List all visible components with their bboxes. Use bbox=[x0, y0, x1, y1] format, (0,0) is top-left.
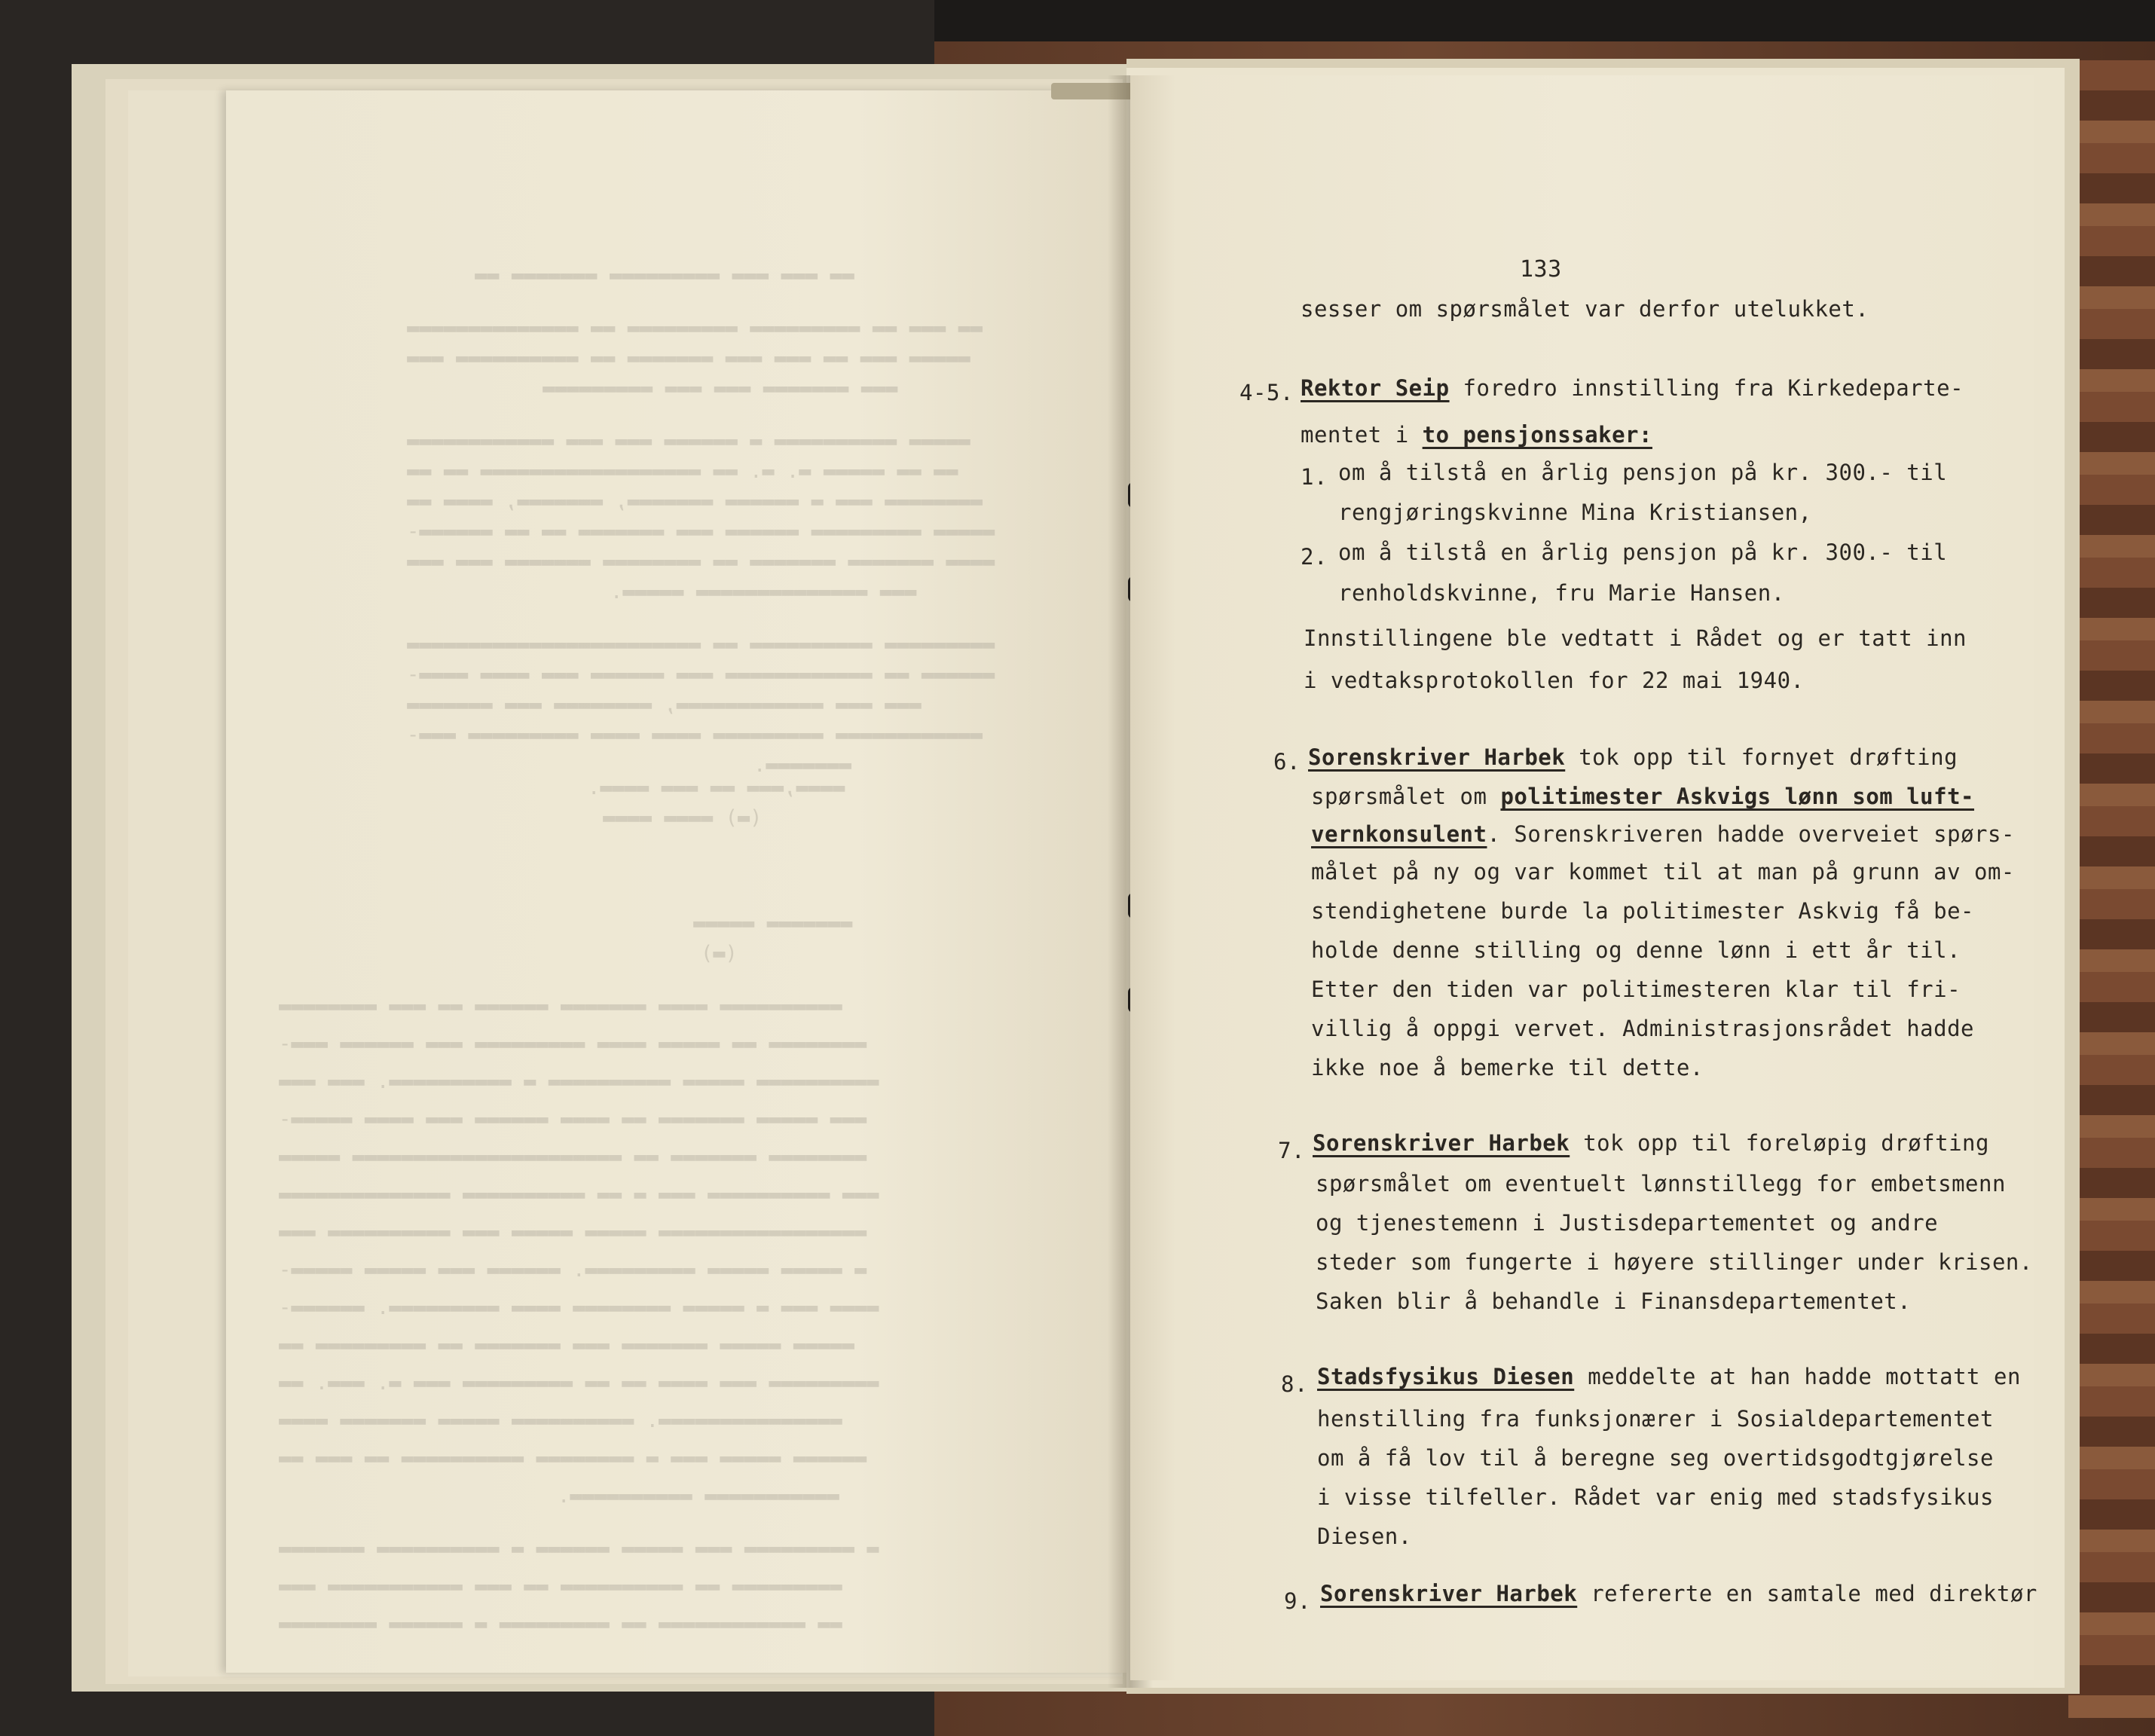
item-4-5-line2 bbox=[1301, 422, 1652, 448]
item-6-line8: villig å oppgi vervet. Administrasjonsrådet hadde bbox=[1311, 1016, 1975, 1041]
item-4-5-number: 4-5. bbox=[1240, 380, 1294, 405]
item-8-person: Stadsfysikus Diesen bbox=[1317, 1364, 1575, 1389]
item-6-line6: holde denne stilling og denne lønn i ett år til. bbox=[1311, 937, 1961, 963]
left-page bbox=[226, 90, 1126, 1673]
item-4-5-subject: to pensjonssaker: bbox=[1422, 422, 1652, 448]
page-number: 133 bbox=[1520, 256, 1562, 283]
item-4-5-text: foredro innstilling fra Kirkedeparte- bbox=[1449, 375, 1964, 401]
item-4-5-conclusion: Innstillingene ble vedtatt i Rådet og er tatt inn bbox=[1304, 625, 1967, 651]
item-4-5-conclusion: i vedtaksprotokollen for 22 mai 1940. bbox=[1304, 668, 1805, 693]
item-4-5-person: Rektor Seip bbox=[1301, 375, 1450, 401]
item-6-subject: vernkonsulent bbox=[1311, 821, 1487, 847]
bleed-through-text: ▬▬ ▬▬▬ ▬▬▬ ▬▬▬▬▬▬▬▬▬ ▬▬▬▬▬▬▬ ▬▬ ▬▬ ▬▬▬ ▬▬ ▬▬▬▬▬▬▬▬▬ ▬▬▬▬▬▬▬▬▬ ▬▬ ▬▬▬▬▬▬▬▬▬▬▬▬▬▬ ▬▬▬▬▬ ▬▬▬ ▬▬ ▬▬▬ ▬▬▬ ▬▬▬▬▬▬▬ ▬▬ ▬▬▬▬▬▬▬▬▬▬ ▬▬▬ ▬▬▬ ▬▬▬▬▬▬▬ ▬▬▬ ▬▬▬ ▬▬▬▬▬▬▬▬▬ ▬▬▬▬▬ ▬▬▬▬▬▬▬▬▬▬ ▬ ▬▬▬▬▬▬ ▬▬▬ ▬▬▬ ▬▬▬▬▬▬▬▬▬▬▬▬ ▬▬ ▬▬ ▬▬▬▬▬ ▬. ▬. ▬▬ ▬▬▬▬▬▬▬▬▬▬▬▬▬▬▬▬▬▬ ▬▬ ▬▬ ▬▬▬▬▬▬▬▬ ▬▬▬ ▬ ▬▬▬▬▬▬ ▬▬▬▬▬▬▬, ▬▬▬▬▬▬▬, ▬▬▬▬ ▬▬ ▬▬▬▬▬ ▬▬▬▬▬▬▬▬▬ ▬▬▬▬▬▬ ▬▬▬ ▬▬▬▬▬▬▬ ▬▬ ▬▬ ▬▬▬▬▬▬- ▬▬▬▬ ▬▬▬▬▬▬▬ ▬▬▬▬▬▬▬ ▬▬ ▬▬▬▬▬▬▬▬ ▬▬▬▬▬▬▬ ▬▬▬ ▬▬▬ ▬▬▬ ▬▬▬▬▬▬▬▬▬▬▬▬▬▬ ▬▬▬▬▬. ▬▬▬▬▬▬▬▬▬ ▬▬▬▬▬▬▬▬▬▬ ▬▬ ▬▬▬▬▬▬▬▬▬▬▬▬▬▬▬▬▬▬▬▬▬▬▬▬ ▬▬▬▬▬▬ ▬▬ ▬▬▬▬▬▬▬▬▬▬▬▬ ▬▬▬ ▬▬▬▬▬▬ ▬▬▬ ▬▬▬▬ ▬▬▬▬- ▬▬▬ ▬▬▬ ▬▬▬▬▬▬▬▬▬▬▬▬, ▬▬▬▬▬▬▬▬ ▬▬▬ ▬▬▬▬▬▬▬ ▬▬▬▬▬▬▬▬▬▬▬▬ ▬▬▬▬▬▬▬▬▬ ▬▬▬▬ ▬▬▬▬ ▬▬▬▬▬▬▬▬▬ ▬▬▬- ▬▬▬▬▬▬▬. ▬▬▬▬,▬▬▬ ▬▬ ▬▬▬ ▬▬▬▬. (▬) ▬▬▬▬ ▬▬▬▬ ▬▬▬▬▬▬▬ ▬▬▬▬▬ (▬) ▬▬▬▬▬▬▬▬▬▬ ▬▬▬▬ ▬▬▬▬▬▬▬ ▬▬▬▬▬▬ ▬▬ ▬▬▬ ▬▬▬▬▬▬▬▬ ▬▬▬▬▬▬▬▬ ▬▬ ▬▬▬▬▬ ▬▬▬▬ ▬▬▬▬▬▬▬▬▬ ▬▬▬ ▬▬▬▬▬▬ ▬▬▬- ▬▬▬▬▬▬▬▬▬▬ ▬▬▬▬▬ ▬▬▬▬▬▬▬▬▬▬ ▬ ▬▬▬▬▬▬▬▬▬▬. ▬▬▬ ▬▬▬ ▬▬▬ ▬▬▬▬▬ ▬▬▬▬▬▬▬ ▬▬ ▬▬▬▬ ▬▬▬▬▬▬ ▬▬▬ ▬▬▬▬ ▬▬▬▬▬- ▬▬▬▬▬▬▬▬ ▬▬▬▬▬▬▬ ▬▬ ▬▬▬▬▬▬▬▬▬▬▬▬▬▬▬▬▬▬▬▬▬▬ ▬▬▬▬▬ ▬▬▬ ▬▬▬▬▬▬▬▬▬▬ ▬▬▬ ▬ ▬▬ ▬▬▬▬▬▬▬▬▬▬ ▬▬▬▬▬▬▬▬▬▬▬▬▬▬ ▬▬▬▬▬▬▬▬▬▬▬▬▬▬▬▬▬ ▬▬▬▬▬ ▬▬▬▬▬ ▬▬▬ ▬▬▬▬▬▬▬▬▬▬ ▬▬▬ ▬ ▬▬▬▬▬ ▬▬▬▬▬ ▬▬▬▬▬▬▬▬▬. ▬▬▬▬▬▬ ▬▬▬ ▬▬▬▬▬ ▬▬▬▬▬- ▬▬▬▬ ▬▬▬ ▬ ▬▬▬▬▬ ▬▬▬▬▬▬▬▬ ▬▬▬▬ ▬▬▬▬▬▬▬▬▬. ▬▬▬▬▬▬- ▬▬▬▬▬ ▬▬▬▬▬ ▬▬▬▬▬▬▬ ▬▬▬ ▬▬▬▬▬▬▬ ▬▬ ▬▬▬▬▬▬▬▬▬ ▬▬ ▬▬▬▬▬▬▬▬▬ ▬▬▬ ▬▬▬▬ ▬▬ ▬▬ ▬▬▬▬▬▬▬▬▬ ▬▬▬ ▬. ▬▬▬. ▬▬ ▬▬▬▬▬▬▬▬▬▬▬▬▬▬▬. ▬▬▬▬▬▬▬▬▬▬ ▬▬▬▬▬ ▬▬▬▬▬▬▬ ▬▬▬▬ ▬▬▬▬▬▬ ▬▬▬▬▬ ▬▬▬ ▬ ▬▬▬▬▬▬▬▬ ▬▬▬▬▬▬▬▬▬▬ ▬▬ ▬▬▬ ▬▬ ▬▬▬▬▬▬▬▬▬▬▬ ▬▬▬▬▬▬▬▬▬▬. ▬ ▬▬▬▬▬▬▬▬▬ ▬▬▬ ▬▬▬▬▬ ▬▬▬▬▬▬ ▬ ▬▬▬▬▬▬▬▬▬▬ ▬▬▬▬▬▬▬ ▬▬▬▬▬▬▬▬▬ ▬▬ ▬▬▬▬▬▬▬▬▬▬ ▬▬ ▬▬▬ ▬▬▬▬▬▬▬▬▬▬▬ ▬▬▬ ▬▬ ▬▬▬▬▬▬▬▬▬▬▬▬ ▬▬ ▬▬▬▬▬▬▬▬▬ ▬ ▬▬▬▬▬▬ ▬▬▬▬▬▬▬▬ bbox=[279, 264, 995, 1636]
item-6-line3 bbox=[1311, 821, 2015, 847]
item-7-line1 bbox=[1313, 1130, 1989, 1156]
item-6-subject: politimester Askvigs lønn som luft- bbox=[1500, 784, 1975, 809]
sub-item-1-number: 1. bbox=[1301, 464, 1328, 490]
item-6-text: spørsmålet om bbox=[1311, 784, 1501, 809]
item-6-number: 6. bbox=[1273, 749, 1301, 775]
item-6-line1 bbox=[1308, 744, 1958, 770]
item-8-line5: Diesen. bbox=[1317, 1524, 1412, 1549]
item-4-5-line1 bbox=[1301, 375, 1964, 401]
item-6-text: tok opp til fornyet drøfting bbox=[1565, 744, 1958, 770]
item-7-line4: steder som fungerte i høyere stillinger under krisen. bbox=[1316, 1249, 2033, 1275]
item-8-line4: i visse tilfeller. Rådet var enig med stadsfysikus bbox=[1317, 1484, 1994, 1510]
item-8-text: meddelte at han hadde mottatt en bbox=[1574, 1364, 2021, 1389]
item-7-text: tok opp til foreløpig drøfting bbox=[1570, 1130, 1989, 1156]
intro-line: sesser om spørsmålet var derfor utelukket. bbox=[1301, 296, 1869, 322]
item-7-line5: Saken blir å behandle i Finansdepartementet. bbox=[1316, 1288, 1912, 1314]
item-9-person: Sorenskriver Harbek bbox=[1320, 1581, 1578, 1606]
item-7-number: 7. bbox=[1278, 1138, 1305, 1163]
item-9-line1 bbox=[1320, 1581, 2037, 1606]
item-7-line3: og tjenestemenn i Justisdepartementet og andre bbox=[1316, 1210, 1939, 1236]
sub-item-2-line2: renholdskvinne, fru Marie Hansen. bbox=[1338, 580, 1785, 606]
item-6-line2 bbox=[1311, 784, 1974, 809]
item-8-line3: om å få lov til å beregne seg overtidsgodtgjørelse bbox=[1317, 1445, 1994, 1471]
item-9-text: refererte en samtale med direktør bbox=[1577, 1581, 2037, 1606]
item-6-line7: Etter den tiden var politimesteren klar til fri- bbox=[1311, 976, 1961, 1002]
item-9-number: 9. bbox=[1284, 1588, 1311, 1614]
item-6-text: . Sorenskriveren hadde overveiet spørs- bbox=[1487, 821, 2015, 847]
item-6-line5: stendighetene burde la politimester Askvig få be- bbox=[1311, 898, 1975, 924]
sub-item-1-line1: om å tilstå en årlig pensjon på kr. 300.- til bbox=[1338, 460, 1948, 485]
sub-item-1-line2: rengjøringskvinne Mina Kristiansen, bbox=[1338, 500, 1812, 525]
item-4-5-text: mentet i bbox=[1301, 422, 1423, 448]
book-cover-edge bbox=[2068, 60, 2155, 1718]
item-8-number: 8. bbox=[1281, 1371, 1308, 1397]
item-7-person: Sorenskriver Harbek bbox=[1313, 1130, 1570, 1156]
item-6-line9: ikke noe å bemerke til dette. bbox=[1311, 1055, 1704, 1080]
sub-item-2-number: 2. bbox=[1301, 544, 1328, 570]
sub-item-2-line1: om å tilstå en årlig pensjon på kr. 300.- til bbox=[1338, 539, 1948, 565]
item-8-line1 bbox=[1317, 1364, 2021, 1389]
item-6-line4: målet på ny og var kommet til at man på grunn av om- bbox=[1311, 859, 2015, 885]
item-8-line2: henstilling fra funksjonærer i Sosialdepartementet bbox=[1317, 1406, 1994, 1432]
item-6-person: Sorenskriver Harbek bbox=[1308, 744, 1566, 770]
item-7-line2: spørsmålet om eventuelt lønnstillegg for embetsmenn bbox=[1316, 1171, 2006, 1197]
